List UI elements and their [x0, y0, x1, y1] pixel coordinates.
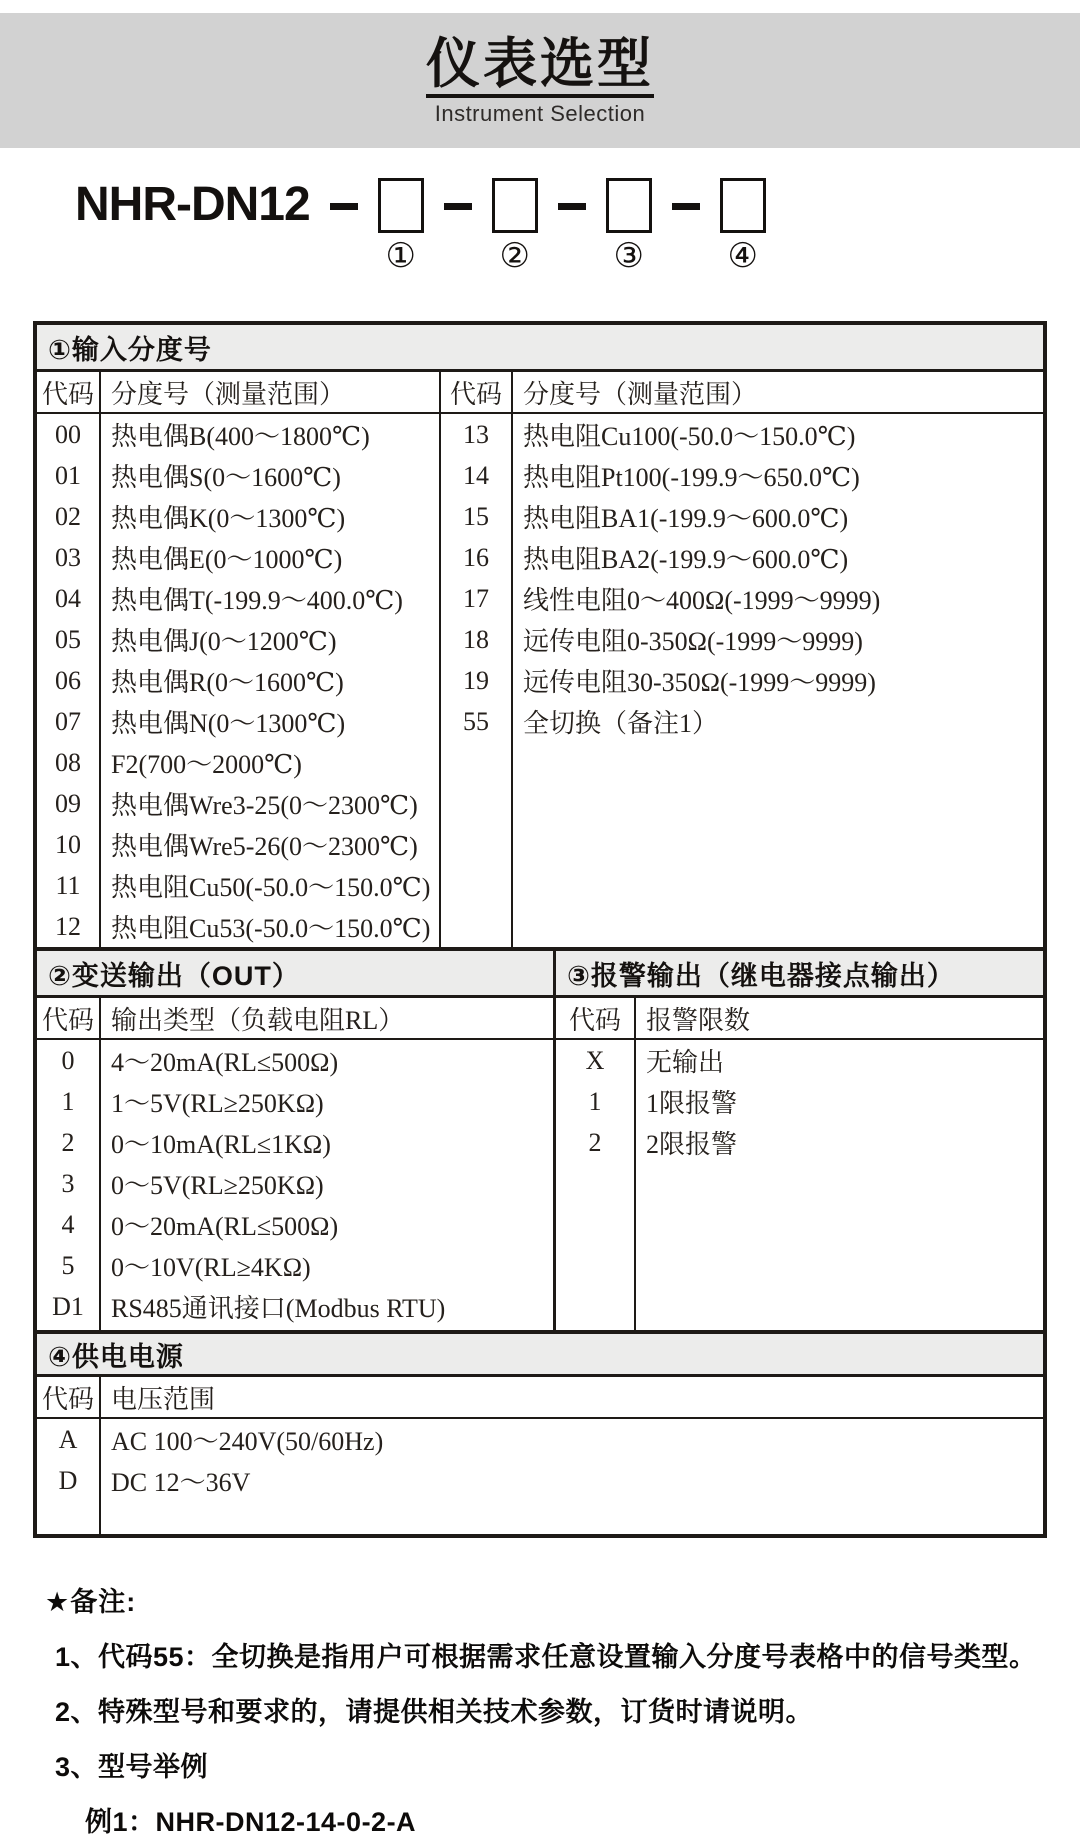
row-code: 06	[55, 665, 81, 695]
row-desc: 热电偶E(0～1000℃)	[111, 545, 343, 574]
row-desc: 线性电阻0～400Ω(-1999～9999)	[523, 586, 881, 615]
row-desc: 热电偶S(0～1600℃)	[111, 463, 341, 492]
row-desc: DC 12～36V	[111, 1468, 251, 1497]
row-desc: 1～5V(RL≥250KΩ)	[111, 1089, 324, 1118]
circled-number-2: ②	[499, 237, 530, 275]
remark-item-1: 1、代码55：全切换是指用户可根据需求任意设置输入分度号表格中的信号类型。	[55, 1642, 1037, 1672]
dash-separator	[444, 203, 472, 210]
table-row	[441, 701, 1043, 742]
selection-box-2	[492, 178, 538, 233]
selection-table	[33, 321, 1047, 1538]
remark-example: 例1：NHR-DN12-14-0-2-A	[85, 1807, 417, 1837]
page-subtitle: Instrument Selection	[434, 101, 646, 127]
section1-header: ①输入分度号	[37, 325, 1043, 372]
table-row	[441, 496, 1043, 537]
selection-box-4	[720, 178, 766, 233]
row-code: A	[58, 1424, 78, 1454]
circled-number-1: ①	[385, 237, 416, 275]
table-row	[37, 1122, 553, 1163]
table-row	[441, 578, 1043, 619]
row-code: 19	[463, 665, 489, 695]
desc-column-header: 电压范围	[111, 1384, 216, 1414]
row-desc: 热电偶Wre3-25(0～2300℃)	[111, 791, 418, 820]
table-row	[37, 414, 439, 455]
row-code: 14	[463, 460, 489, 490]
circled-number-3: ③	[613, 237, 644, 275]
remarks	[45, 1580, 1080, 1839]
table-row	[37, 1245, 553, 1286]
table-row	[37, 906, 439, 947]
row-code: X	[585, 1045, 605, 1075]
section2-3-body	[37, 998, 1043, 1330]
table-rows	[37, 414, 439, 947]
row-code: 00	[55, 419, 81, 449]
table-row	[556, 1081, 1043, 1122]
table-row	[37, 619, 439, 660]
table-row	[37, 578, 439, 619]
table-rows	[37, 1040, 553, 1330]
row-desc: 热电偶J(0～1200℃)	[111, 627, 337, 656]
section1-left-table	[37, 372, 439, 947]
row-desc: 热电偶B(400～1800℃)	[111, 422, 370, 451]
row-code: 12	[55, 911, 81, 941]
row-desc: 0～5V(RL≥250KΩ)	[111, 1171, 324, 1200]
table-row	[37, 1204, 553, 1245]
desc-column-header: 输出类型（负载电阻RL）	[111, 1005, 405, 1035]
row-desc: 热电阻Cu53(-50.0～150.0℃)	[111, 914, 431, 943]
row-desc: 全切换（备注1）	[523, 709, 719, 738]
row-code: 13	[463, 419, 489, 449]
model-slot-4	[720, 178, 766, 274]
column-header-row	[37, 1377, 1043, 1419]
section2-table	[37, 998, 553, 1330]
row-code: 0	[61, 1045, 75, 1075]
code-column-header: 代码	[41, 379, 94, 409]
section3-table	[553, 998, 1043, 1330]
section1-right-table	[439, 372, 1043, 947]
row-code: 16	[463, 542, 489, 572]
table-row	[37, 865, 439, 906]
row-desc: 热电阻Pt100(-199.9～650.0℃)	[523, 463, 860, 492]
row-code: D	[58, 1465, 78, 1495]
table-row	[37, 1081, 553, 1122]
code-column-header: 代码	[568, 1005, 621, 1035]
row-code: 5	[61, 1250, 75, 1280]
row-desc: 热电偶R(0～1600℃)	[111, 668, 344, 697]
table-row	[441, 619, 1043, 660]
row-code: 4	[61, 1209, 75, 1239]
table-row	[37, 537, 439, 578]
row-desc: RS485通讯接口(Modbus RTU)	[111, 1294, 446, 1323]
row-code: 09	[55, 788, 81, 818]
row-desc: 热电阻BA1(-199.9～600.0℃)	[523, 504, 849, 533]
selection-box-1	[378, 178, 424, 233]
table-rows	[556, 1040, 1043, 1330]
column-header-row	[556, 998, 1043, 1040]
row-code: 15	[463, 501, 489, 531]
selection-box-3	[606, 178, 652, 233]
desc-column-header: 分度号（测量范围）	[111, 379, 346, 409]
table-row	[37, 1460, 1043, 1501]
table-row	[37, 742, 439, 783]
row-desc: 热电偶Wre5-26(0～2300℃)	[111, 832, 418, 861]
row-desc: 热电偶K(0～1300℃)	[111, 504, 346, 533]
row-code: 10	[55, 829, 81, 859]
table-row	[37, 496, 439, 537]
row-desc: 0～10mA(RL≤1KΩ)	[111, 1130, 331, 1159]
header-band	[0, 13, 1080, 148]
section2-3-headers	[37, 947, 1043, 998]
table-row	[441, 455, 1043, 496]
row-code: D1	[52, 1291, 84, 1321]
row-code: 1	[61, 1086, 75, 1116]
row-desc: 远传电阻0-350Ω(-1999～9999)	[523, 627, 863, 656]
code-column-header: 代码	[449, 379, 502, 409]
table-row	[37, 1419, 1043, 1460]
row-desc: F2(700～2000℃)	[111, 750, 302, 779]
page-title: 仪表选型	[426, 34, 654, 98]
column-header-row	[37, 998, 553, 1040]
row-desc: 远传电阻30-350Ω(-1999～9999)	[523, 668, 876, 697]
dash-separator	[558, 203, 586, 210]
model-slot-2	[492, 178, 538, 274]
circled-number-4: ④	[727, 237, 758, 275]
model-code-row	[75, 178, 1080, 274]
row-desc: 2限报警	[646, 1130, 738, 1159]
row-desc: 热电偶T(-199.9～400.0℃)	[111, 586, 403, 615]
row-desc: 0～20mA(RL≤500Ω)	[111, 1212, 339, 1241]
table-row	[37, 783, 439, 824]
table-row	[556, 1040, 1043, 1081]
row-desc: 热电阻Cu50(-50.0～150.0℃)	[111, 873, 431, 902]
row-code: 11	[55, 870, 81, 900]
table-row	[441, 660, 1043, 701]
section4-table	[37, 1377, 1043, 1534]
column-header-row	[37, 372, 439, 414]
section4-header: ④供电电源	[37, 1330, 1043, 1377]
row-code: 1	[588, 1086, 602, 1116]
table-rows	[37, 1419, 1043, 1534]
row-desc: 0～10V(RL≥4KΩ)	[111, 1253, 311, 1282]
table-row	[441, 537, 1043, 578]
row-code: 01	[55, 460, 81, 490]
remark-item-2: 2、特殊型号和要求的，请提供相关技术参数，订货时请说明。	[55, 1697, 814, 1727]
row-code: 04	[55, 583, 81, 613]
row-code: 2	[588, 1127, 602, 1157]
table-rows	[441, 414, 1043, 947]
dash-separator	[330, 203, 358, 210]
row-desc: 1限报警	[646, 1089, 738, 1118]
code-column-header: 代码	[41, 1384, 94, 1414]
model-slot-3	[606, 178, 652, 274]
table-row	[37, 1040, 553, 1081]
desc-column-header: 分度号（测量范围）	[523, 379, 758, 409]
table-row	[441, 414, 1043, 455]
row-code: 08	[55, 747, 81, 777]
row-code: 2	[61, 1127, 75, 1157]
row-desc: 无输出	[646, 1048, 725, 1077]
table-row	[37, 1286, 553, 1327]
table-row	[37, 1163, 553, 1204]
row-desc: AC 100～240V(50/60Hz)	[111, 1427, 384, 1456]
row-code: 02	[55, 501, 81, 531]
table-row	[556, 1122, 1043, 1163]
model-slot-1	[378, 178, 424, 274]
remarks-title: ★备注:	[45, 1587, 137, 1617]
desc-column-header: 报警限数	[646, 1005, 751, 1035]
code-column-header: 代码	[41, 1005, 94, 1035]
table-row	[37, 660, 439, 701]
row-code: 55	[463, 706, 489, 736]
section1-body	[37, 372, 1043, 947]
row-code: 07	[55, 706, 81, 736]
row-code: 3	[61, 1168, 75, 1198]
section2-header: ②变送输出（OUT）	[37, 951, 553, 995]
model-prefix: NHR-DN12	[75, 178, 310, 231]
row-code: 17	[463, 583, 489, 613]
column-header-row	[441, 372, 1043, 414]
remark-item-3: 3、型号举例	[55, 1752, 209, 1782]
section3-header: ③报警输出（继电器接点输出）	[553, 951, 1043, 995]
table-row	[37, 824, 439, 865]
row-code: 05	[55, 624, 81, 654]
row-code: 18	[463, 624, 489, 654]
row-desc: 热电阻BA2(-199.9～600.0℃)	[523, 545, 849, 574]
dash-separator	[672, 203, 700, 210]
row-desc: 热电偶N(0～1300℃)	[111, 709, 346, 738]
row-desc: 热电阻Cu100(-50.0～150.0℃)	[523, 422, 856, 451]
table-row	[37, 455, 439, 496]
table-row	[37, 701, 439, 742]
row-code: 03	[55, 542, 81, 572]
row-desc: 4～20mA(RL≤500Ω)	[111, 1048, 339, 1077]
model-code-diagram	[75, 178, 1080, 274]
